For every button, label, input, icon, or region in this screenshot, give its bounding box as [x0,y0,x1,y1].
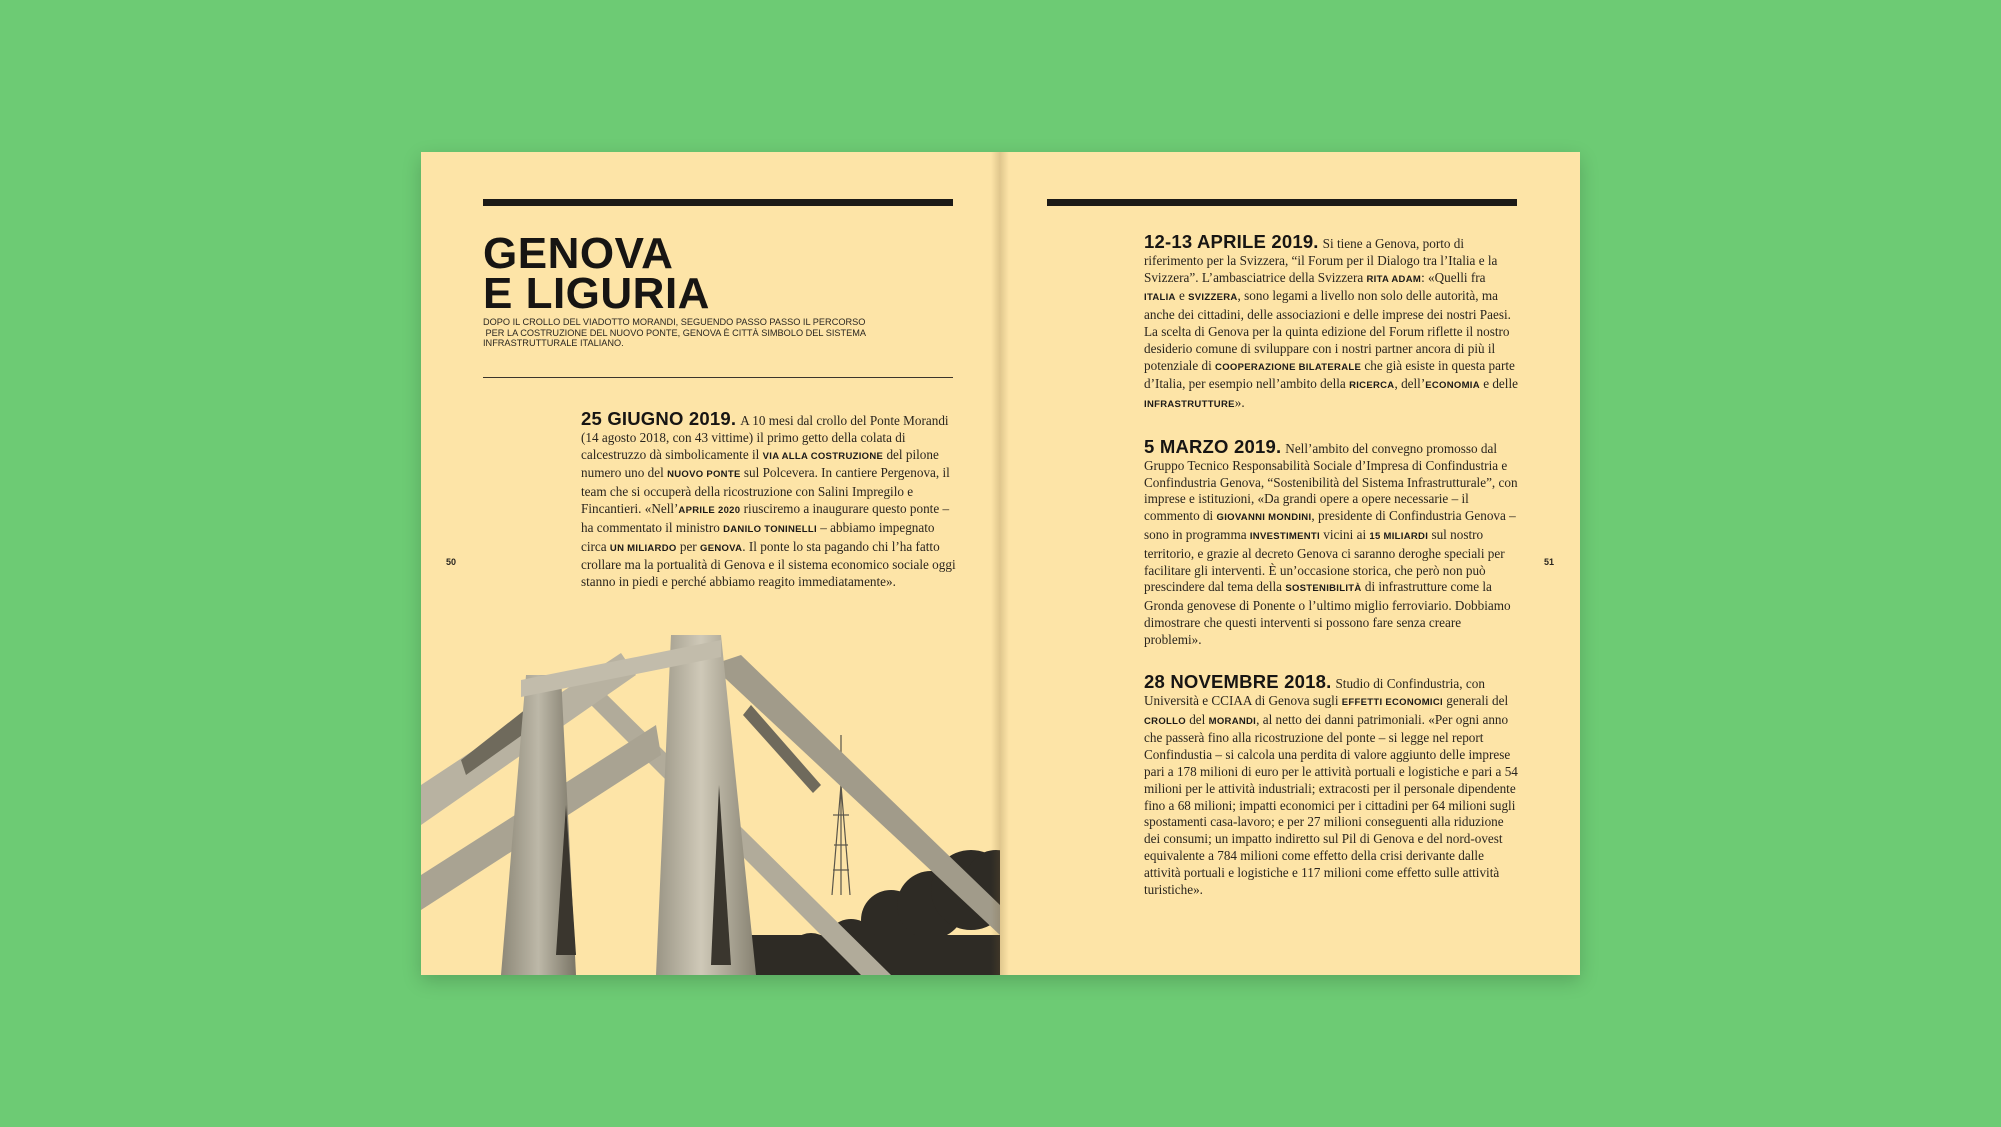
entry-keyword: CROLLO [1144,715,1186,727]
entry-text: vicini ai [1319,526,1370,542]
entry-keyword: DANILO TONINELLI [723,523,817,535]
magazine-spread [421,152,1580,975]
page-number: 50 [446,557,457,567]
subtitle-line: PER LA COSTRUZIONE DEL NUOVO PONTE, GENOVA È CITTÀ SIMBOLO DEL SISTEMA [483,327,867,338]
entry-text: che già esiste in questa parte d’Italia, per esempio nell’ambito della [1144,357,1515,392]
left-page [421,152,1000,975]
title-divider [483,377,953,378]
entry-text: e [1175,288,1189,304]
page-subtitle [483,317,903,349]
entry-keyword: MORANDI [1208,715,1257,727]
entry-text: generali del [1442,692,1509,708]
entry-heading: 5 MARZO 2019. [1144,436,1282,457]
entry-text: ». [1234,395,1245,411]
entry-text: sul nostro territorio, e grazie al decreto Genova ci saranno deroghe speciali per facilitare gli interventi. È un’occasione storica, che però non può prescindere dal tema della [1144,526,1505,595]
entry-keyword: SVIZZERA [1188,292,1238,304]
entry-text: Si tiene a Genova, porto di riferimento per la Svizzera, “il Forum per il Dialogo tra l’Italia e la Svizzera”. L’ambasciatrice della Svizzera [1144,236,1498,285]
top-rule [483,199,953,206]
timeline-entry-march-2019 [1144,436,1519,649]
entry-heading: 28 NOVEMBRE 2018. [1144,671,1332,692]
entry-text: : «Quelli fra [1421,269,1486,285]
entry-keyword: INVESTIMENTI [1249,530,1320,542]
bridge-photo [421,635,1000,975]
timeline-entry-november-2018 [1144,671,1519,898]
entry-text: , presidente di Confindustria Genova – sono in programma [1144,508,1516,542]
entry-text: , sono legami a livello non solo delle autorità, ma anche dei cittadini, delle associazioni e delle imprese dei nostri Paesi. La scelta di Genova per la quinta edizione del Forum riflette il nostro desiderio comune di sviluppare con i nostri partner ancora di più il potenziale di [1144,288,1511,373]
entry-text: e delle [1479,376,1518,392]
entry-keyword: SOSTENIBILITÀ [1285,583,1362,595]
entry-keyword: EFFETTI ECONOMICI [1341,696,1443,708]
entry-text: del [1185,711,1209,727]
entry-text: per [676,538,700,554]
entry-heading: 12-13 APRILE 2019. [1144,231,1319,252]
timeline-entry-june-2019 [581,408,956,591]
entry-text: , dell’ [1394,376,1426,392]
entry-heading: 25 GIUGNO 2019. [581,408,737,429]
entry-text: . Il ponte lo sta pagando chi l’ha fatto crollare ma la portualità di Genova e il sistema economico sociale oggi stanno in piedi e perché abbiamo reagito immediatamente». [581,538,956,590]
title-line-2: E LIGURIA [483,269,710,318]
entry-text: Studio di Confindustria, con Università e CCIAA di Genova sugli [1144,676,1485,708]
entry-text: , al netto dei danni patrimoniali. «Per ogni anno che passerà fino alla ricostruzione del ponte – si legge nel report Confindustia – si calcola una perdita di valore aggiunto delle imprese pari a 178 milioni di euro per le attività portuali e logistiche e pari a 54 milioni per le attività industriali; extracosti per il personale dipendente fino a 68 milioni; impatti economici per i cittadini per 64 milioni sugli spostamenti casa-lavoro; e per 27 milioni conseguenti alla riduzione dei consumi; un impatto indiretto sul Pil di Genova e del nord-ovest equivalente a 784 milioni come effetto della crisi derivante dalle attività portuali e logistiche e 117 milioni come effetto sulle attività turistiche». [1144,711,1518,897]
entry-keyword: RITA ADAM [1366,273,1422,285]
entry-keyword: INFRASTRUTTURE [1144,399,1235,411]
entry-keyword: ITALIA [1144,292,1176,304]
entry-keyword: GENOVA [700,542,743,554]
entry-keyword: RICERCA [1349,380,1395,392]
entry-keyword: APRILE 2020 [678,504,741,516]
subtitle-line: DOPO IL CROLLO DEL VIADOTTO MORANDI, SEGUENDO PASSO PASSO IL PERCORSO [483,317,866,327]
entry-keyword: COOPERAZIONE BILATERALE [1215,361,1362,373]
right-page [1000,152,1580,975]
entry-text: di infrastrutture come la Gronda genovese di Ponente o l’ultimo miglio ferroviario. Dobbiamo dimostrare che questi interventi si possono fare senza creare problemi». [1144,579,1511,647]
entry-text: – abbiamo impegnato circa [581,519,935,554]
entry-text: del pilone numero uno del [581,446,939,481]
entry-keyword: UN MILIARDO [609,542,677,554]
entry-keyword: ECONOMIA [1425,380,1480,392]
bridge-pylons [501,635,756,975]
entry-text: Nell’ambito del convegno promosso dal Gruppo Tecnico Responsabilità Sociale d’Impresa di Confindustria e Confindustria Genova, “Sostenibilità del Sistema Infrastrutturale”, con imprese e istituzioni, «Da grandi opere a opere necessarie – il commento di [1144,441,1518,524]
entry-text: A 10 mesi dal crollo del Ponte Morandi (14 agosto 2018, con 43 vittime) il primo getto della colata di calcestruzzo dà simbolicamente il [581,413,949,462]
subtitle-line: INFRASTRUTTURALE ITALIANO. [483,338,624,348]
entry-keyword: 15 MILIARDI [1369,530,1429,542]
entry-keyword: GIOVANNI MONDINI [1216,512,1312,524]
entry-keyword: NUOVO PONTE [667,469,741,481]
entry-text: riusciremo a inaugurare questo ponte – ha commentato il ministro [581,500,950,535]
page-title [483,229,710,318]
entry-keyword: VIA ALLA COSTRUZIONE [762,450,884,462]
page-number: 51 [1544,557,1555,567]
top-rule [1047,199,1517,206]
title-line-1: GENOVA [483,229,674,278]
entry-text: sul Polcevera. In cantiere Pergenova, il team che si occuperà della ricostruzione con Salini Impregilo e Fincantieri. «Nell’ [581,465,950,516]
timeline-entry-april-2019 [1144,231,1519,414]
